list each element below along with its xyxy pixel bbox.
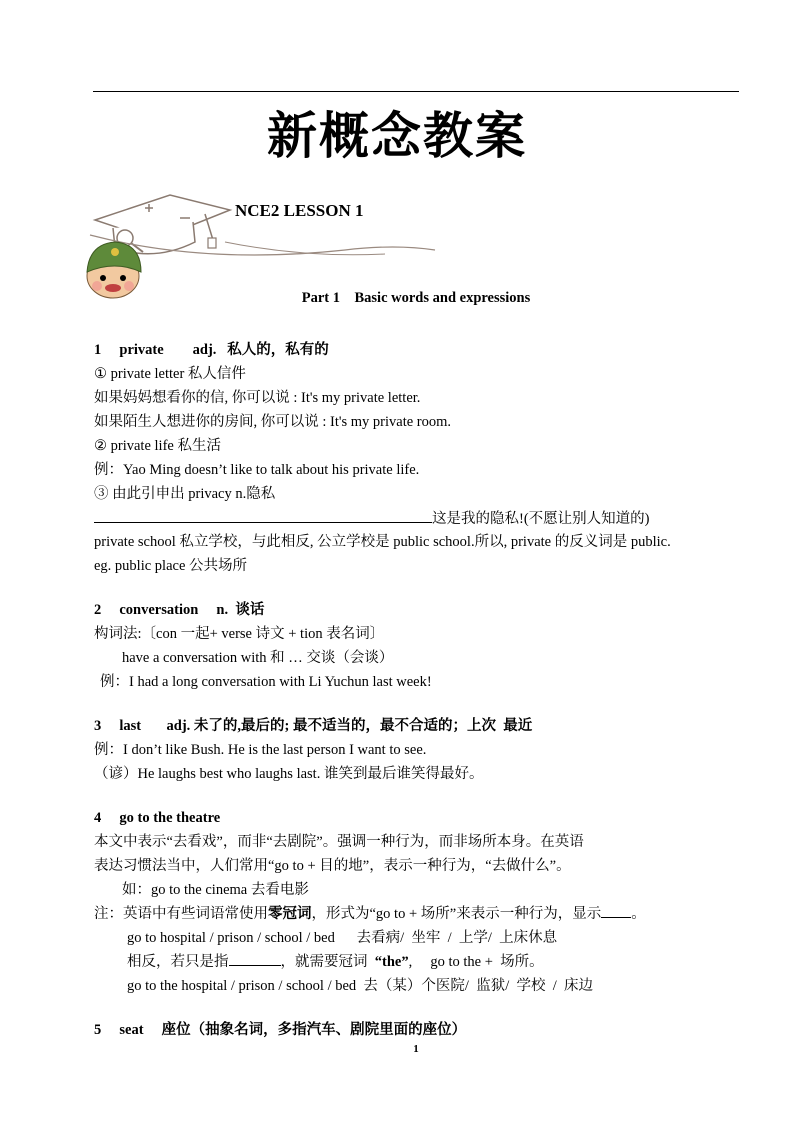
text-line: private school 私立学校，与此相反, 公立学校是 public school.所以, private 的反义词是 public. [94,534,671,550]
text-line: have a conversation with 和 … 交谈（会谈） [122,650,394,666]
text-line: 如果妈妈想看你的信, 你可以说 : It's my private letter. [94,390,421,406]
fill-blank-line [94,950,754,974]
text-fragment: ，形式为“go to + 场所”来表示一种行为，显示 [311,906,602,922]
text-fragment: 。 [631,906,646,922]
text-line: ③ 由此引申出 privacy n.隐私 [94,486,276,502]
lesson-content [94,338,754,1042]
text-line: 例：I had a long conversation with Li Yuchun last week! [100,674,432,690]
spacer [94,786,754,806]
text-line: ① private letter 私人信件 [94,366,246,382]
text-line: go to hospital / prison / school / bed 去看病/ 坐牢 / 上学/ 上床休息 [127,930,558,946]
lesson-title: NCE2 LESSON 1 [235,201,364,220]
text-fragment: ，就需要冠词 [280,954,375,970]
text-line: eg. public place 公共场所 [94,558,248,574]
spacer [94,578,754,598]
text-line: 例：Yao Ming doesn’t like to talk about his private life. [94,462,420,478]
answer-blank[interactable] [94,506,432,523]
answer-blank[interactable] [601,903,631,918]
spacer [94,694,754,714]
text-line: 例：I don’t like Bush. He is the last person I want to see. [94,742,427,758]
text-line: 如：go to the cinema 去看电影 [122,882,309,898]
emphasis-text: 零冠词 [268,906,312,922]
top-rule [93,91,739,92]
emphasis-text: “the” [374,954,409,970]
spacer [94,998,754,1018]
text-line: 本文中表示“去看戏”，而非“去剧院”。强调一种行为，而非场所本身。在英语 [94,834,584,850]
section-heading: 4 go to the theatre [94,810,221,826]
section-heading: 5 seat 座位（抽象名词，多指汽车、剧院里面的座位） [94,1022,467,1038]
page-number: 1 [413,1043,419,1055]
note-line [94,902,754,926]
text-fragment: 相反，若只是指 [127,954,229,970]
text-line: （谚）He laughs best who laughs last. 谁笑到最后谁笑得最好。 [94,766,484,782]
text-fragment: 这是我的隐私!(不愿让别人知道的) [432,511,650,527]
section-heading: 2 conversation n. 谈话 [94,602,265,618]
section-heading: 3 last adj. 未了的,最后的; 最不适当的，最不合适的；上次 最近 [94,718,533,734]
text-line: go to the hospital / prison / school / bed 去（某）个医院/ 监狱/ 学校 / 床边 [127,978,593,994]
part-title: Part 1 Basic words and expressions [301,290,531,306]
text-line: 构词法:〔con 一起+ verse 诗文 + tion 表名词〕 [94,626,385,642]
text-fragment: 注：英语中有些词语常使用 [94,906,268,922]
text-line: 如果陌生人想进你的房间, 你可以说 : It's my private room. [94,414,452,430]
section-heading: 1 private adj. 私人的，私有的 [94,342,329,358]
fill-blank-line [94,506,754,530]
text-fragment: , go to the + 场所。 [408,954,544,970]
text-line: ② private life 私生活 [94,438,221,454]
text-line: 表达习惯法当中，人们常用“go to + 目的地”，表示一种行为，“去做什么”。 [94,858,571,874]
answer-blank[interactable] [229,951,281,966]
page-title: 新概念教案 [267,106,527,165]
